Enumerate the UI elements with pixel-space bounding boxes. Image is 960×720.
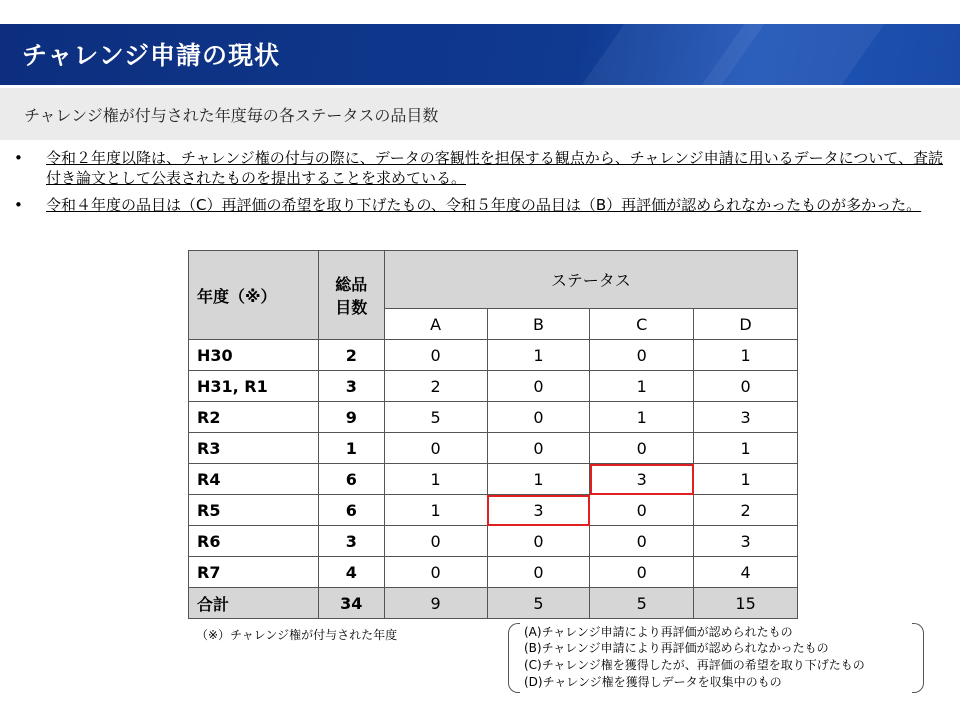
bullet-dot: •: [14, 149, 23, 167]
legend-bracket-right: [912, 623, 924, 693]
row-total: 2: [318, 340, 384, 371]
table-row: [189, 526, 798, 557]
status-legend: [508, 623, 924, 695]
header-status-col: D: [694, 309, 798, 340]
header-year: 年度（※）: [189, 251, 319, 340]
cell-value: 0: [590, 340, 694, 371]
cell-value: 0: [590, 495, 694, 526]
row-total: 9: [318, 402, 384, 433]
legend-item: (A)チャレンジ申請により再評価が認められたもの: [524, 625, 793, 639]
cell-value: 3: [694, 402, 798, 433]
cell-value: 1: [694, 464, 798, 495]
sum-value: 9: [384, 588, 487, 619]
table-row: [189, 340, 798, 371]
page-title: チャレンジ申請の現状: [22, 41, 281, 70]
highlighted-cell: 3: [487, 495, 590, 526]
sum-total: 34: [318, 588, 384, 619]
legend-item: (B)チャレンジ申請により再評価が認められなかったもの: [524, 641, 829, 655]
header-total: [318, 251, 384, 340]
cell-value: 1: [694, 433, 798, 464]
status-table: [188, 250, 798, 619]
cell-value: 0: [487, 371, 590, 402]
bullet-item: [14, 148, 954, 188]
title-bar: [0, 24, 960, 85]
row-year: H31, R1: [189, 371, 319, 402]
sum-row: [189, 588, 798, 619]
header-status-col: B: [487, 309, 590, 340]
table-row: [189, 495, 798, 526]
sum-value: 5: [487, 588, 590, 619]
cell-value: 2: [384, 371, 487, 402]
cell-value: 0: [487, 433, 590, 464]
row-year: R4: [189, 464, 319, 495]
cell-value: 0: [384, 340, 487, 371]
sum-value: 15: [694, 588, 798, 619]
cell-value: 0: [487, 526, 590, 557]
row-year: R3: [189, 433, 319, 464]
cell-value: 0: [694, 371, 798, 402]
cell-value: 1: [590, 371, 694, 402]
cell-value: 0: [384, 526, 487, 557]
row-year: R2: [189, 402, 319, 433]
cell-value: 0: [384, 557, 487, 588]
table-row: [189, 464, 798, 495]
cell-value: 0: [590, 557, 694, 588]
cell-value: 0: [384, 433, 487, 464]
row-year: H30: [189, 340, 319, 371]
row-total: 4: [318, 557, 384, 588]
legend-item: (C)チャレンジ権を獲得したが、再評価の希望を取り下げたもの: [524, 658, 865, 672]
cell-value: 3: [694, 526, 798, 557]
cell-value: 1: [694, 340, 798, 371]
row-year: R5: [189, 495, 319, 526]
legend-item: (D)チャレンジ権を獲得しデータを収集中のもの: [524, 675, 782, 689]
cell-value: 1: [487, 340, 590, 371]
header-total-line1: 総品: [335, 275, 368, 294]
legend-bracket-left: [508, 623, 520, 693]
header-total-line2: 目数: [335, 298, 368, 317]
row-year: R7: [189, 557, 319, 588]
cell-value: 0: [487, 402, 590, 433]
row-total: 6: [318, 464, 384, 495]
cell-value: 2: [694, 495, 798, 526]
header-status-col: A: [384, 309, 487, 340]
bullet-dot: •: [14, 196, 23, 214]
subtitle-box: [0, 88, 960, 140]
row-total: 3: [318, 526, 384, 557]
sum-value: 5: [590, 588, 694, 619]
bullet-list: [14, 148, 954, 222]
highlighted-cell: 3: [590, 464, 694, 495]
table-row: [189, 557, 798, 588]
row-total: 1: [318, 433, 384, 464]
footnote: （※）チャレンジ権が付与された年度: [196, 628, 398, 642]
row-total: 3: [318, 371, 384, 402]
header-status-col: C: [590, 309, 694, 340]
bullet-text: 令和２年度以降は、チャレンジ権の付与の際に、データの客観性を担保する観点から、チャレンジ申請に用いるデータについて、査読付き論文として公表されたものを提出することを求めている。: [46, 149, 944, 187]
header-status: ステータス: [384, 251, 797, 309]
table-row: [189, 433, 798, 464]
cell-value: 4: [694, 557, 798, 588]
cell-value: 0: [590, 526, 694, 557]
row-total: 6: [318, 495, 384, 526]
bullet-item: [14, 195, 954, 215]
cell-value: 1: [590, 402, 694, 433]
page-subtitle: チャレンジ権が付与された年度毎の各ステータスの品目数: [24, 106, 439, 125]
cell-value: 5: [384, 402, 487, 433]
cell-value: 0: [590, 433, 694, 464]
cell-value: 1: [384, 495, 487, 526]
cell-value: 0: [487, 557, 590, 588]
sum-label: 合計: [189, 588, 319, 619]
table-row: [189, 402, 798, 433]
bullet-text: 令和４年度の品目は（C）再評価の希望を取り下げたもの、令和５年度の品目は（B）再評価が認められなかったものが多かった。: [46, 196, 922, 214]
cell-value: 1: [384, 464, 487, 495]
table-row: [189, 371, 798, 402]
cell-value: 1: [487, 464, 590, 495]
row-year: R6: [189, 526, 319, 557]
